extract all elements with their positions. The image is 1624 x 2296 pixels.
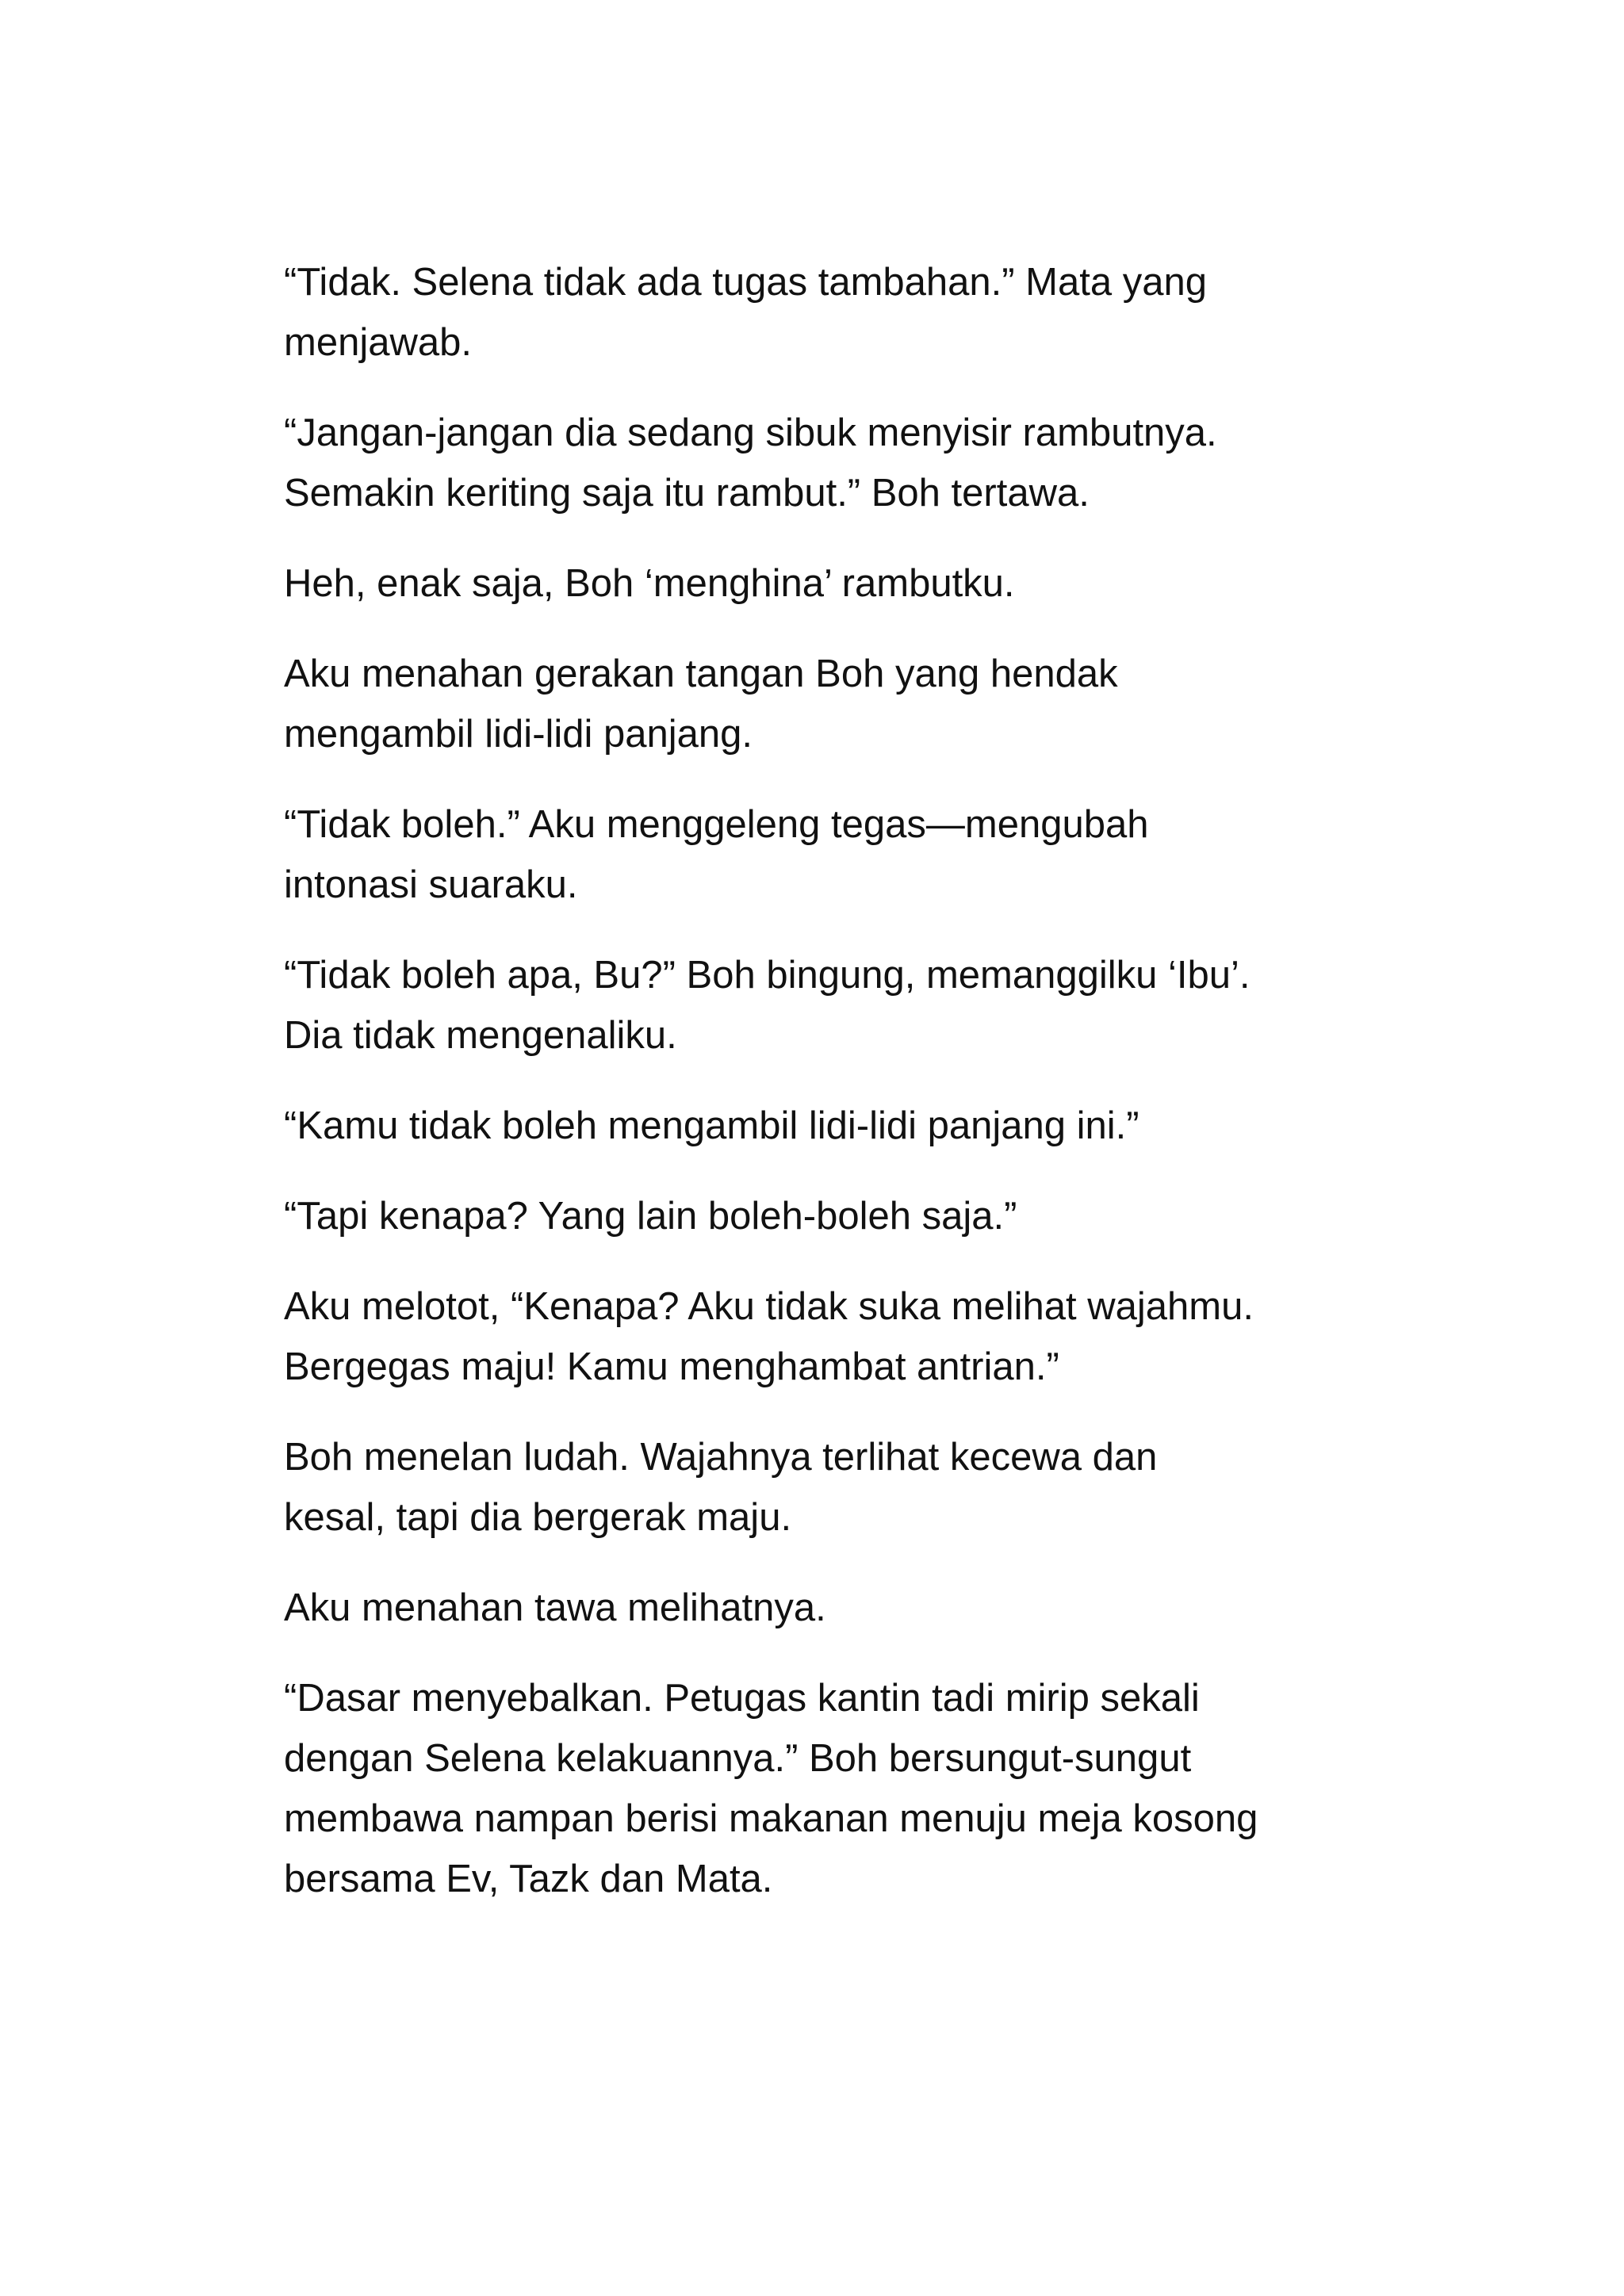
text-line: Aku menahan tawa melihatnya.	[284, 1586, 826, 1629]
text-line: intonasi suaraku.	[284, 863, 578, 906]
paragraph	[284, 1186, 1394, 1246]
text-line: Boh menelan ludah. Wajahnya terlihat kecewa dan	[284, 1436, 1158, 1479]
text-line: Heh, enak saja, Boh ‘menghina’ rambutku.	[284, 562, 1015, 605]
paragraph	[284, 1578, 1394, 1638]
paragraph	[284, 945, 1394, 1066]
paragraph	[284, 1276, 1394, 1397]
paragraph	[284, 403, 1394, 523]
paragraph	[284, 1427, 1394, 1548]
text-line: Semakin keriting saja itu rambut.” Boh tertawa.	[284, 472, 1090, 515]
paragraph	[284, 794, 1394, 915]
text-line: “Tidak boleh apa, Bu?” Boh bingung, memanggilku ‘Ibu’.	[284, 954, 1251, 997]
text-line: kesal, tapi dia bergerak maju.	[284, 1496, 792, 1539]
paragraph	[284, 644, 1394, 764]
text-line: Aku melotot, “Kenapa? Aku tidak suka melihat wajahmu.	[284, 1285, 1254, 1328]
paragraph	[284, 1096, 1394, 1156]
text-line: Aku menahan gerakan tangan Boh yang hendak	[284, 652, 1118, 695]
paragraph	[284, 1668, 1394, 1909]
text-line: “Jangan-jangan dia sedang sibuk menyisir rambutnya.	[284, 411, 1217, 454]
text-line: membawa nampan berisi makanan menuju meja kosong	[284, 1797, 1258, 1840]
paragraph	[284, 252, 1394, 373]
text-line: “Tidak. Selena tidak ada tugas tambahan.” Mata yang	[284, 261, 1207, 304]
text-line: “Dasar menyebalkan. Petugas kantin tadi mirip sekali	[284, 1677, 1200, 1720]
text-line: dengan Selena kelakuannya.” Boh bersungut-sungut	[284, 1737, 1192, 1780]
text-line: Bergegas maju! Kamu menghambat antrian.”	[284, 1345, 1059, 1388]
text-line: Dia tidak mengenaliku.	[284, 1014, 677, 1057]
text-line: “Kamu tidak boleh mengambil lidi-lidi panjang ini.”	[284, 1104, 1139, 1147]
paragraph	[284, 553, 1394, 614]
text-line: bersama Ev, Tazk dan Mata.	[284, 1858, 773, 1900]
text-line: “Tapi kenapa? Yang lain boleh-boleh saja.”	[284, 1195, 1017, 1238]
text-column	[284, 252, 1394, 1939]
text-line: menjawab.	[284, 321, 472, 364]
text-line: mengambil lidi-lidi panjang.	[284, 713, 753, 756]
text-line: “Tidak boleh.” Aku menggeleng tegas—mengubah	[284, 803, 1149, 846]
